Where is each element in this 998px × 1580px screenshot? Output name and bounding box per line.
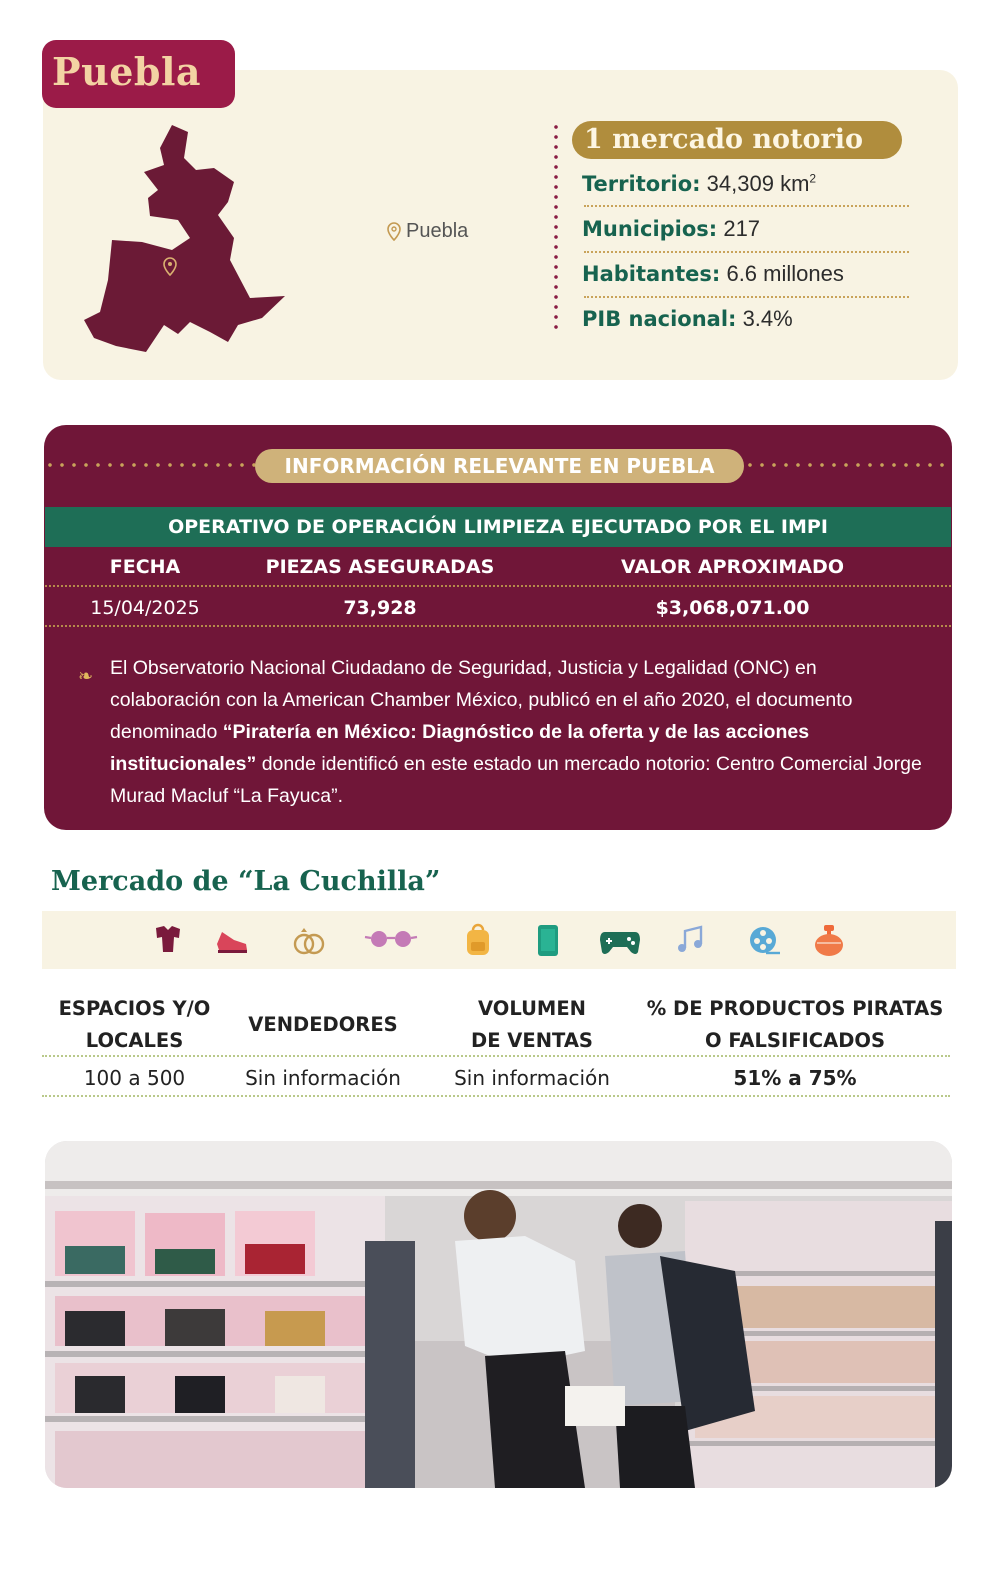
header-piezas: PIEZAS ASEGURADAS (265, 556, 495, 578)
market-header-porcentaje: % DE PRODUCTOS PIRATAS O FALSIFICADOS (646, 997, 944, 1052)
city-label (386, 220, 468, 243)
market-value-espacios: 100 a 500 (83, 1066, 186, 1090)
city-name: Puebla (406, 220, 469, 242)
market-value-volumen: Sin información (454, 1066, 610, 1090)
state-name-tag: Puebla (42, 40, 235, 108)
stat-pib: PIB nacional: 3.4% (582, 306, 793, 331)
glasses-icon (364, 922, 418, 958)
stat-territorio: Territorio: 34,309 $km^2$ (582, 171, 817, 196)
market-header-volumen: VOLUMEN DE VENTAS (471, 997, 593, 1052)
market-table-separator (42, 1055, 950, 1057)
market-value-porcentaje: 51% a 75% (733, 1066, 857, 1090)
stat-separator (584, 296, 909, 298)
stat-separator (584, 205, 909, 207)
decorative-dots (744, 462, 950, 468)
store-inspection-photo (45, 1141, 952, 1488)
note-text: El Observatorio Nacional Ciudadano de Seguridad, Justicia y Legalidad (ONC) en colaboración con la American Chamber México, publicó en el año 2020, el documento denominado (110, 657, 853, 743)
market-table-separator (42, 1095, 950, 1097)
clothing-icon (150, 922, 186, 958)
cell-fecha: 15/04/2025 (90, 597, 200, 619)
operation-title-bar: OPERATIVO DE OPERACIÓN LIMPIEZA EJECUTADO POR EL IMPI (45, 507, 951, 547)
onc-note (78, 652, 923, 812)
gamepad-icon (599, 922, 641, 958)
markets-count-pill: 1 mercado notorio (572, 121, 902, 159)
location-pin-icon (386, 222, 402, 242)
perfume-icon (811, 922, 847, 958)
stat-municipios: Municipios: 217 (582, 216, 761, 241)
note-text: donde identificó en este estado un mercado notorio: Centro Comercial Jorge Murad Macluf “La Fayuca”. (110, 753, 922, 807)
market-value-vendedores: Sin información (245, 1066, 401, 1090)
info-banner: INFORMACIÓN RELEVANTE EN PUEBLA (255, 449, 744, 483)
header-fecha: FECHA (109, 556, 181, 578)
decorative-dots (44, 462, 258, 468)
market-title: Mercado de “La Cuchilla” (51, 866, 441, 897)
table-separator (45, 625, 951, 627)
backpack-icon (460, 922, 496, 958)
film-reel-icon (746, 922, 782, 958)
cell-valor: $3,068,071.00 (655, 597, 810, 619)
stat-habitantes: Habitantes: 6.6 millones (582, 261, 844, 286)
stat-separator (584, 251, 909, 253)
music-icon (673, 922, 709, 958)
header-valor: VALOR APROXIMADO (621, 556, 844, 578)
dotted-divider (554, 122, 558, 332)
market-header-espacios: ESPACIOS Y/O LOCALES (58, 997, 211, 1052)
rings-icon (291, 922, 327, 958)
sneaker-icon (214, 922, 250, 958)
market-header-vendedores: VENDEDORES (248, 1013, 398, 1036)
phone-icon (530, 922, 566, 958)
table-separator (45, 585, 951, 587)
feather-bullet-icon: ❧ (78, 666, 94, 686)
note-document-title: “Piratería en México: Diagnóstico de la oferta y de las acciones institucionales” (110, 721, 810, 775)
state-map (80, 120, 290, 360)
cell-piezas: 73,928 (343, 597, 417, 619)
